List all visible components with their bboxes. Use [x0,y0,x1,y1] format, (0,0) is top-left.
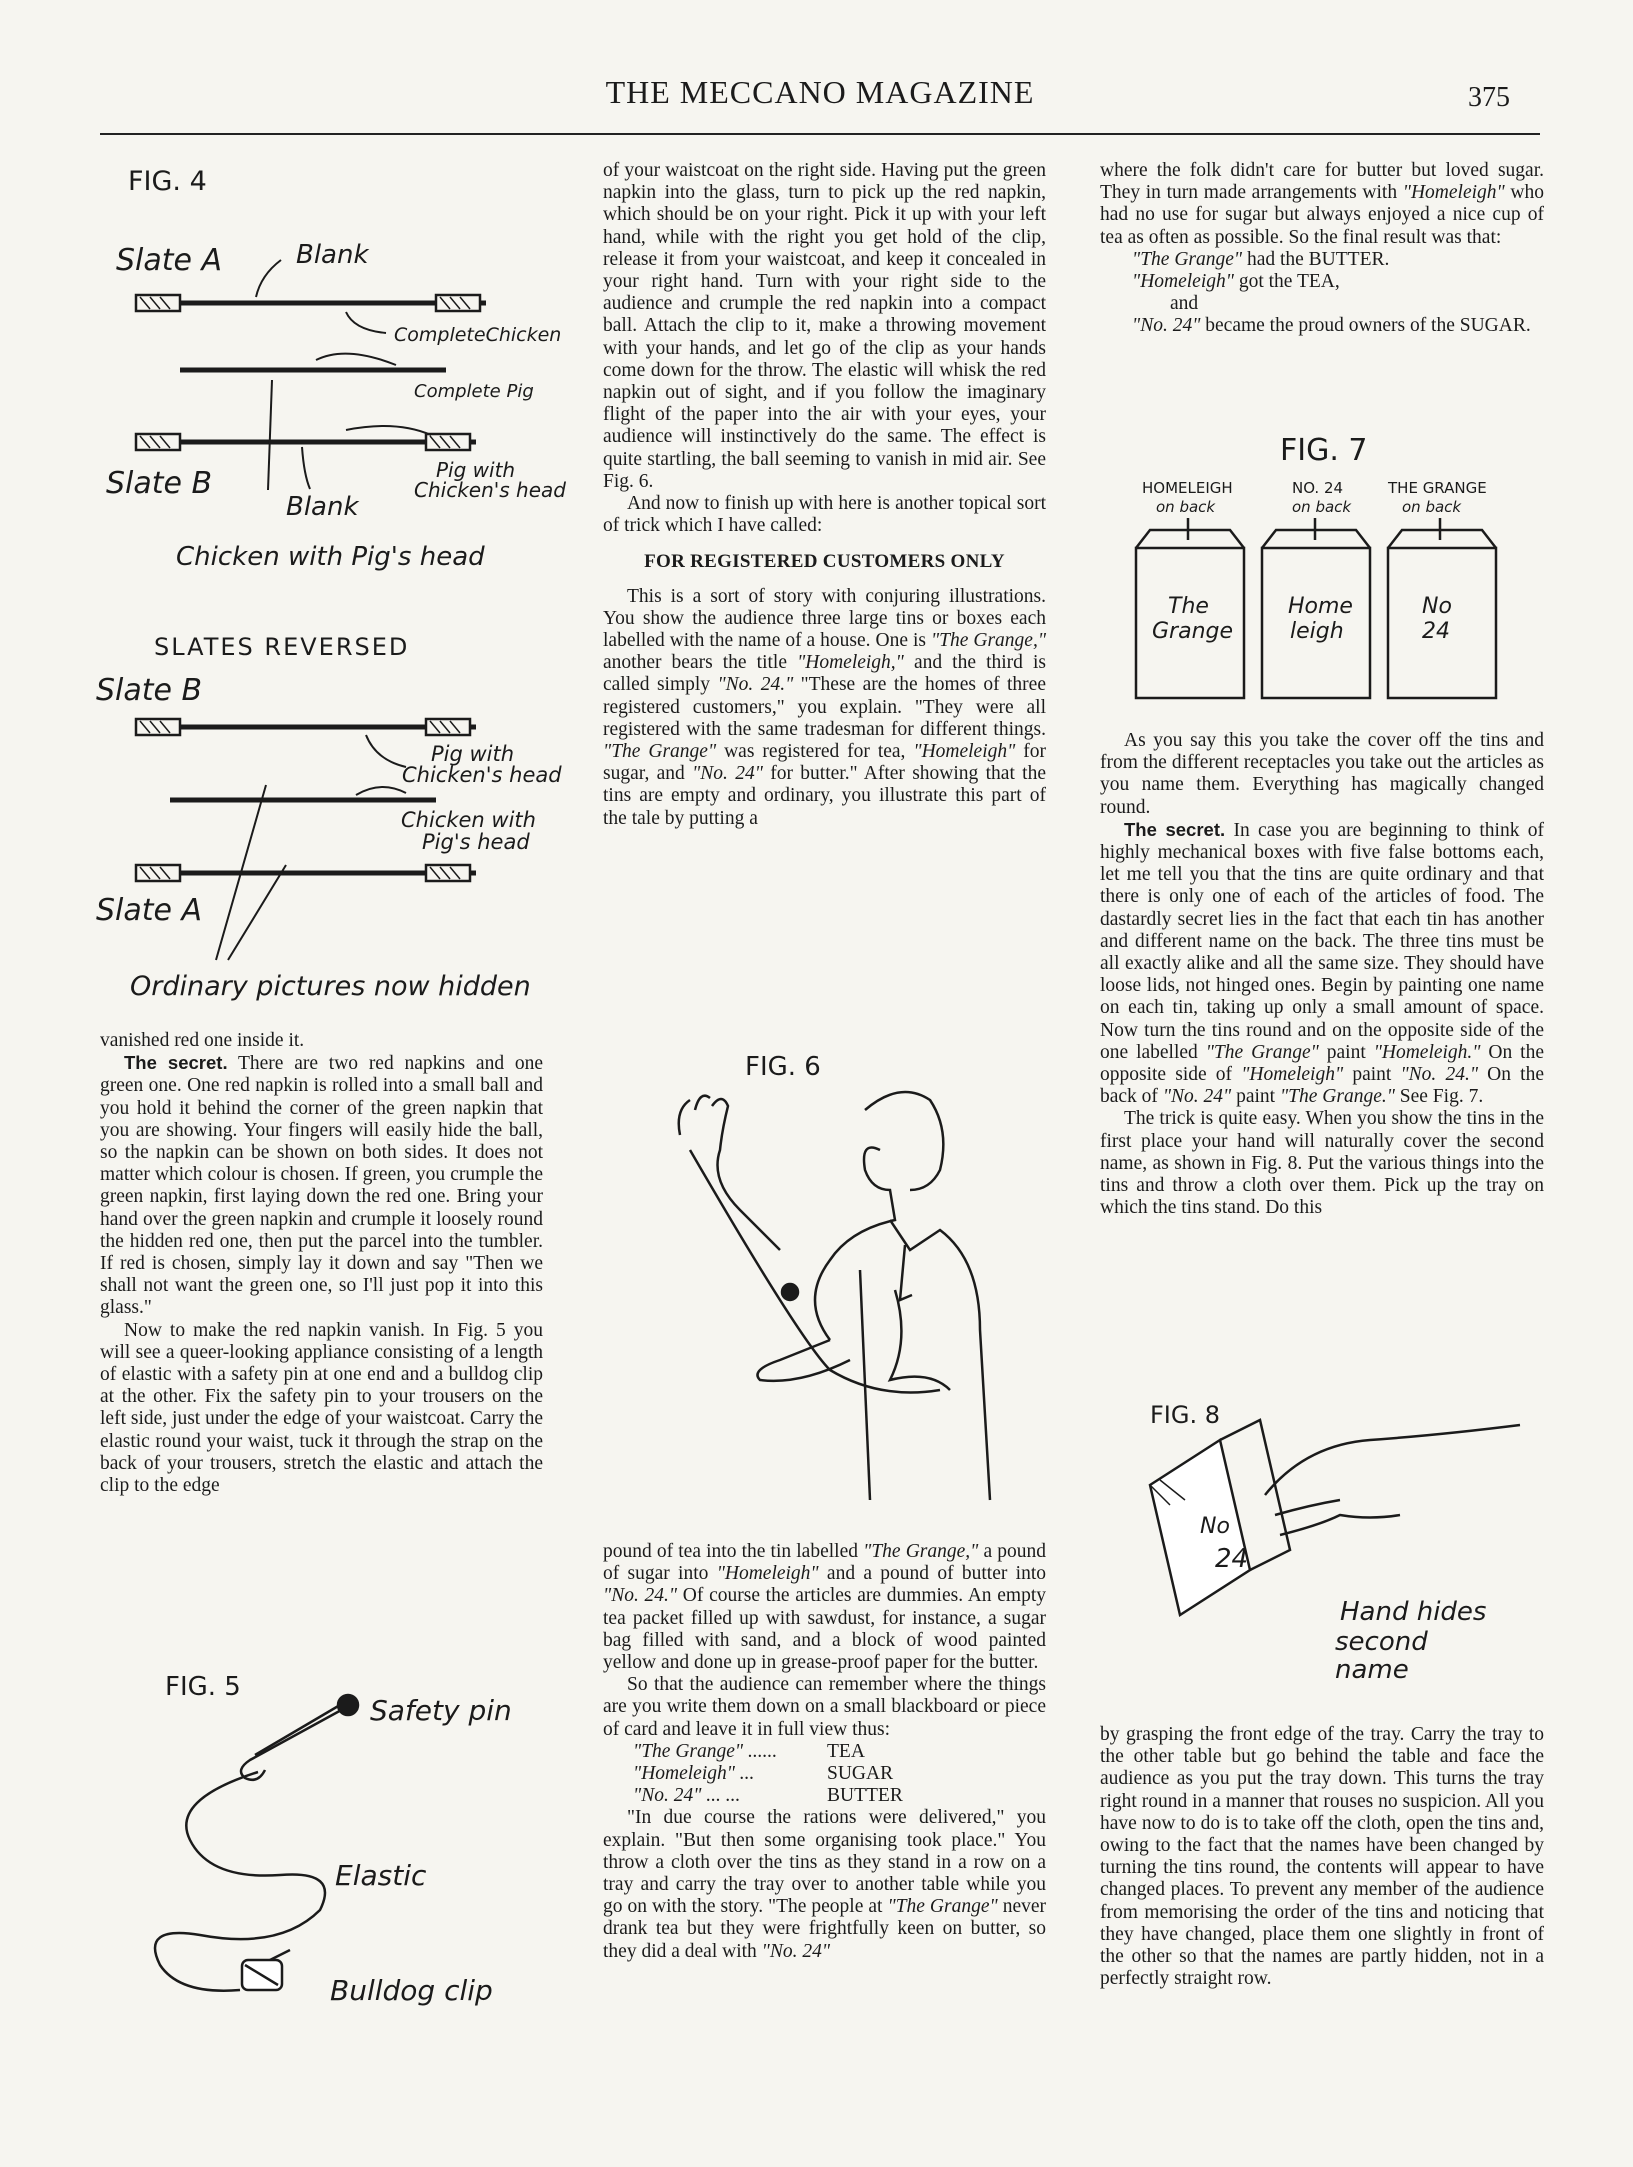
fig8-tin-num: 24 [1215,1544,1249,1574]
fig4-pig-with2-1: Pig with [431,742,515,766]
fig5-label: FIG. 5 [165,1672,241,1702]
fig4-slate-a2: Slate A [96,893,203,928]
column-3-bottom-text [1100,1724,1544,1990]
fig4-pig-with2-2: Chicken's head [402,763,562,787]
col1-p2-text: There are two red napkins and one green one. One red napkin is rolled into a small ball and you hold it behind the corner of the green napkin that you are showing. Your fingers will easily hide the ball, so the napkin can be shown on both sides. It does not matter which colour is chosen. If green, you crumple the green napkin, first laying down the red one. Bring your hand over the green napkin and crumple it loosely round the hidden red one, then put the parcel into the tumbler. If red is chosen, simply lay it down and say "Then we shall not want the green one, so I'll just pop it into this glass." [100,1053,543,1319]
column-1-text [100,1030,543,1497]
fig4-slates-reversed: SLATES REVERSED [154,633,410,661]
fig7-tin-1-line-1: The [1168,594,1209,619]
col1-paragraph-3: Now to make the red napkin vanish. In Fig. 5 you will see a queer-looking appliance consisting of a length of elastic with a safety pin at one end and a bulldog clip at the other. Fix the safety pin to your trousers on the left side, just under the edge of your waistcoat. Carry the elastic round your waist, tuck it through the strap on the back of your trousers, stretch the elastic and attach the clip to the edge [100,1319,543,1497]
fig4-slate-a: Slate A [116,243,223,278]
ration-row-2: "Homeleigh" ... SUGAR [633,1763,894,1785]
fig4-chicken-with2-2: Pig's head [422,830,530,854]
fig6-label: FIG. 6 [745,1052,821,1082]
fig4-diagram [96,155,576,1010]
col2-paragraph-6: "In due course the rations were delivered," you explain. "But then some organising took place." You throw a cloth over the tins as they stand in a row on a tray and carry the tray over to another table while you go on with the story. "The people at "The Grange" never drank tea but they were frightfully keen on butter, so they did a deal with "No. 24" [603,1807,1046,1962]
fig4-chicken-with2-1: Chicken with [401,808,536,832]
column-3-middle-text [1100,730,1544,1219]
fig7-tin-1-line-2: Grange [1152,619,1234,644]
fig7-top-sub-1: on back [1156,498,1216,516]
fig5-diagram [130,1660,520,2030]
col2-section-heading: FOR REGISTERED CUSTOMERS ONLY [644,551,1005,573]
col1-paragraph-1: vanished red one inside it. [100,1030,305,1051]
fig5-safety-pin: Safety pin [370,1694,512,1727]
fig4-pig-with-1: Pig with [436,458,516,482]
column-3-text [1100,160,1544,338]
fig8-illustration [1140,1395,1540,1695]
ration-row-1: "The Grange" ...... TEA [633,1740,865,1762]
fig7-tin-2-line-2: leigh [1290,619,1344,644]
col3-secret-heading: The secret. [1124,818,1226,840]
fig4-complete-pig: Complete Pig [414,381,534,402]
fig8-label: FIG. 8 [1150,1401,1221,1429]
col3-result-and: and [1170,293,1199,315]
fig7-tin-2-line-1: Home [1288,594,1353,619]
fig4-slate-b: Slate B [106,466,213,501]
col3-paragraph-4: The trick is quite easy. When you show the tins in the first place your hand will naturally cover the second name, as shown in Fig. 8. Put the various things into the tins and throw a cloth over them. Pick up the tray on which the tins stand. Do this [1100,1108,1544,1219]
column-2-text [603,160,1046,830]
fig7-tin-3-line-2: 24 [1422,619,1450,644]
fig5-elastic: Elastic [335,1859,427,1892]
fig6-illustration [650,1040,1050,1510]
fig8-tin-no: No [1200,1514,1230,1539]
fig4-blank: Blank [296,240,369,270]
header-rule [100,133,1540,135]
col1-paragraph-2 [100,1052,543,1319]
magazine-title: THE MECCANO MAGAZINE [605,74,1035,110]
ration-row-3: "No. 24" ... ... BUTTER [633,1785,903,1807]
col3-paragraph-2: As you say this you take the cover off the tins and from the different receptacles you take out the articles as you name them. Everything has magically changed round. [1100,730,1544,818]
col2-paragraph-5: So that the audience can remember where the things are you write them down on a small blackboard or piece of card and leave it in full view thus: [603,1674,1046,1740]
fig7-top-label-2: NO. 24 [1292,479,1344,497]
fig7-top-label-3: THE GRANGE [1388,479,1487,497]
fig4-blank2: Blank [286,492,359,522]
col3-result-1: "The Grange" had the BUTTER. [1132,248,1390,270]
col1-secret-heading: The secret. [124,1052,228,1074]
col3-paragraph-1: where the folk didn't care for butter but loved sugar. They in turn made arrangements with "Homeleigh" who had no use for sugar but always enjoyed a nice cup of tea as often as possible. So the final result was that: [1100,160,1544,248]
fig5-bulldog-clip: Bulldog clip [330,1974,493,2007]
fig4-pig-with-2: Chicken's head [414,478,566,502]
col2-paragraph-3: This is a sort of story with conjuring illustrations. You show the audience three large tins or boxes each labelled with the name of a house. One is "The Grange," another bears the title "Homeleigh," and the third is called simply "No. 24." "These are the homes of three registered customers," you explain. "They were all registered with the same tradesman for different things. "The Grange" was registered for tea, "Homeleigh" for sugar, and "No. 24" for butter." After showing that the tins are empty and ordinary, you illustrate this part of the tale by putting a [603,585,1047,829]
fig7-diagram [1130,430,1510,710]
fig8-caption-3: name [1335,1655,1409,1685]
col3-result-3: "No. 24" became the proud owners of the SUGAR. [1132,315,1531,337]
fig7-top-sub-3: on back [1402,498,1462,516]
fig4-chicken-pig: Chicken with Pig's head [176,542,485,572]
fig4-complete-chicken: CompleteChicken [394,324,562,346]
col3-result-2: "Homeleigh" got the TEA, [1132,271,1340,293]
column-2-lower-text [603,1541,1046,1963]
col2-paragraph-1: of your waistcoat on the right side. Having put the green napkin into the glass, turn to pick up the red napkin, which should be on your right. Pick it up with your left hand, while with the right you get hold of the clip, release it from your waistcoat, and keep it concealed in your right hand. Turn with your right side to the audience and crumple the red napkin into a compact ball. Attach the clip to it, make a throwing movement with your hands, and let go of the clip as your hands come down for the throw. The elastic will whisk the red napkin out of sight, and if you follow the imaginary flight of the paper into the air with your eyes, your audience will instinctively do the same. The effect is quite startling, the ball seeming to vanish in mid air. See Fig. 6. [603,160,1046,492]
col3-paragraph-3: The secret. In case you are beginning to think of highly mechanical boxes with five false bottoms each, let me tell you that the tins are quite ordinary and that there is only one of each of the articles of food. The dastardly secret lies in the fact that each tin has another and different name on the back. The three tins must be all exactly alike and all the same size. They should have loose lids, not hinged ones. Begin by painting one name on each tin, taking up only a small amount of space. Now turn the tins round and on the opposite side of the one labelled "The Grange" paint "Homeleigh." On the opposite side of "Homeleigh" paint "No. 24." On the back of "No. 24" paint "The Grange." See Fig. 7. [1100,818,1545,1108]
fig4-slate-b2: Slate B [96,673,203,708]
fig4-label: FIG. 4 [128,166,207,197]
fig8-caption-2: second [1335,1627,1428,1657]
fig7-top-sub-2: on back [1292,498,1352,516]
fig7-top-label-1: HOMELEIGH [1142,479,1233,497]
fig7-tin-3-line-1: No [1422,594,1452,619]
fig8-caption-1: Hand hides [1340,1597,1487,1627]
col2-paragraph-2: And now to finish up with here is another topical sort of trick which I have called: [603,493,1046,537]
col2-paragraph-4: pound of tea into the tin labelled "The Grange," a pound of sugar into "Homeleigh" and a pound of butter into "No. 24." Of course the articles are dummies. An empty tea packet filled up with sawdust, for instance, a sugar bag filled with sand, and a block of wood painted yellow and done up in grease-proof paper for the butter. [603,1541,1047,1674]
fig4-ordinary: Ordinary pictures now hidden [130,971,531,1002]
page-number: 375 [1468,82,1510,113]
fig7-label: FIG. 7 [1280,433,1368,468]
col3-paragraph-5: by grasping the front edge of the tray. Carry the tray to the other table but go behind the table and face the audience as you put the tray down. This turns the tray right round in a manner that rouses no suspicion. All you have now to do is to take off the cloth, open the tins and, owing to the fact that the names have been changed by turning the tins round, the contents will appear to have changed places. To prevent any member of the audience from memorising the order of the tins and noticing that they have changed, place them one slightly in front of the other so that the names are partly hidden, not in a perfectly straight row. [1100,1724,1544,1990]
